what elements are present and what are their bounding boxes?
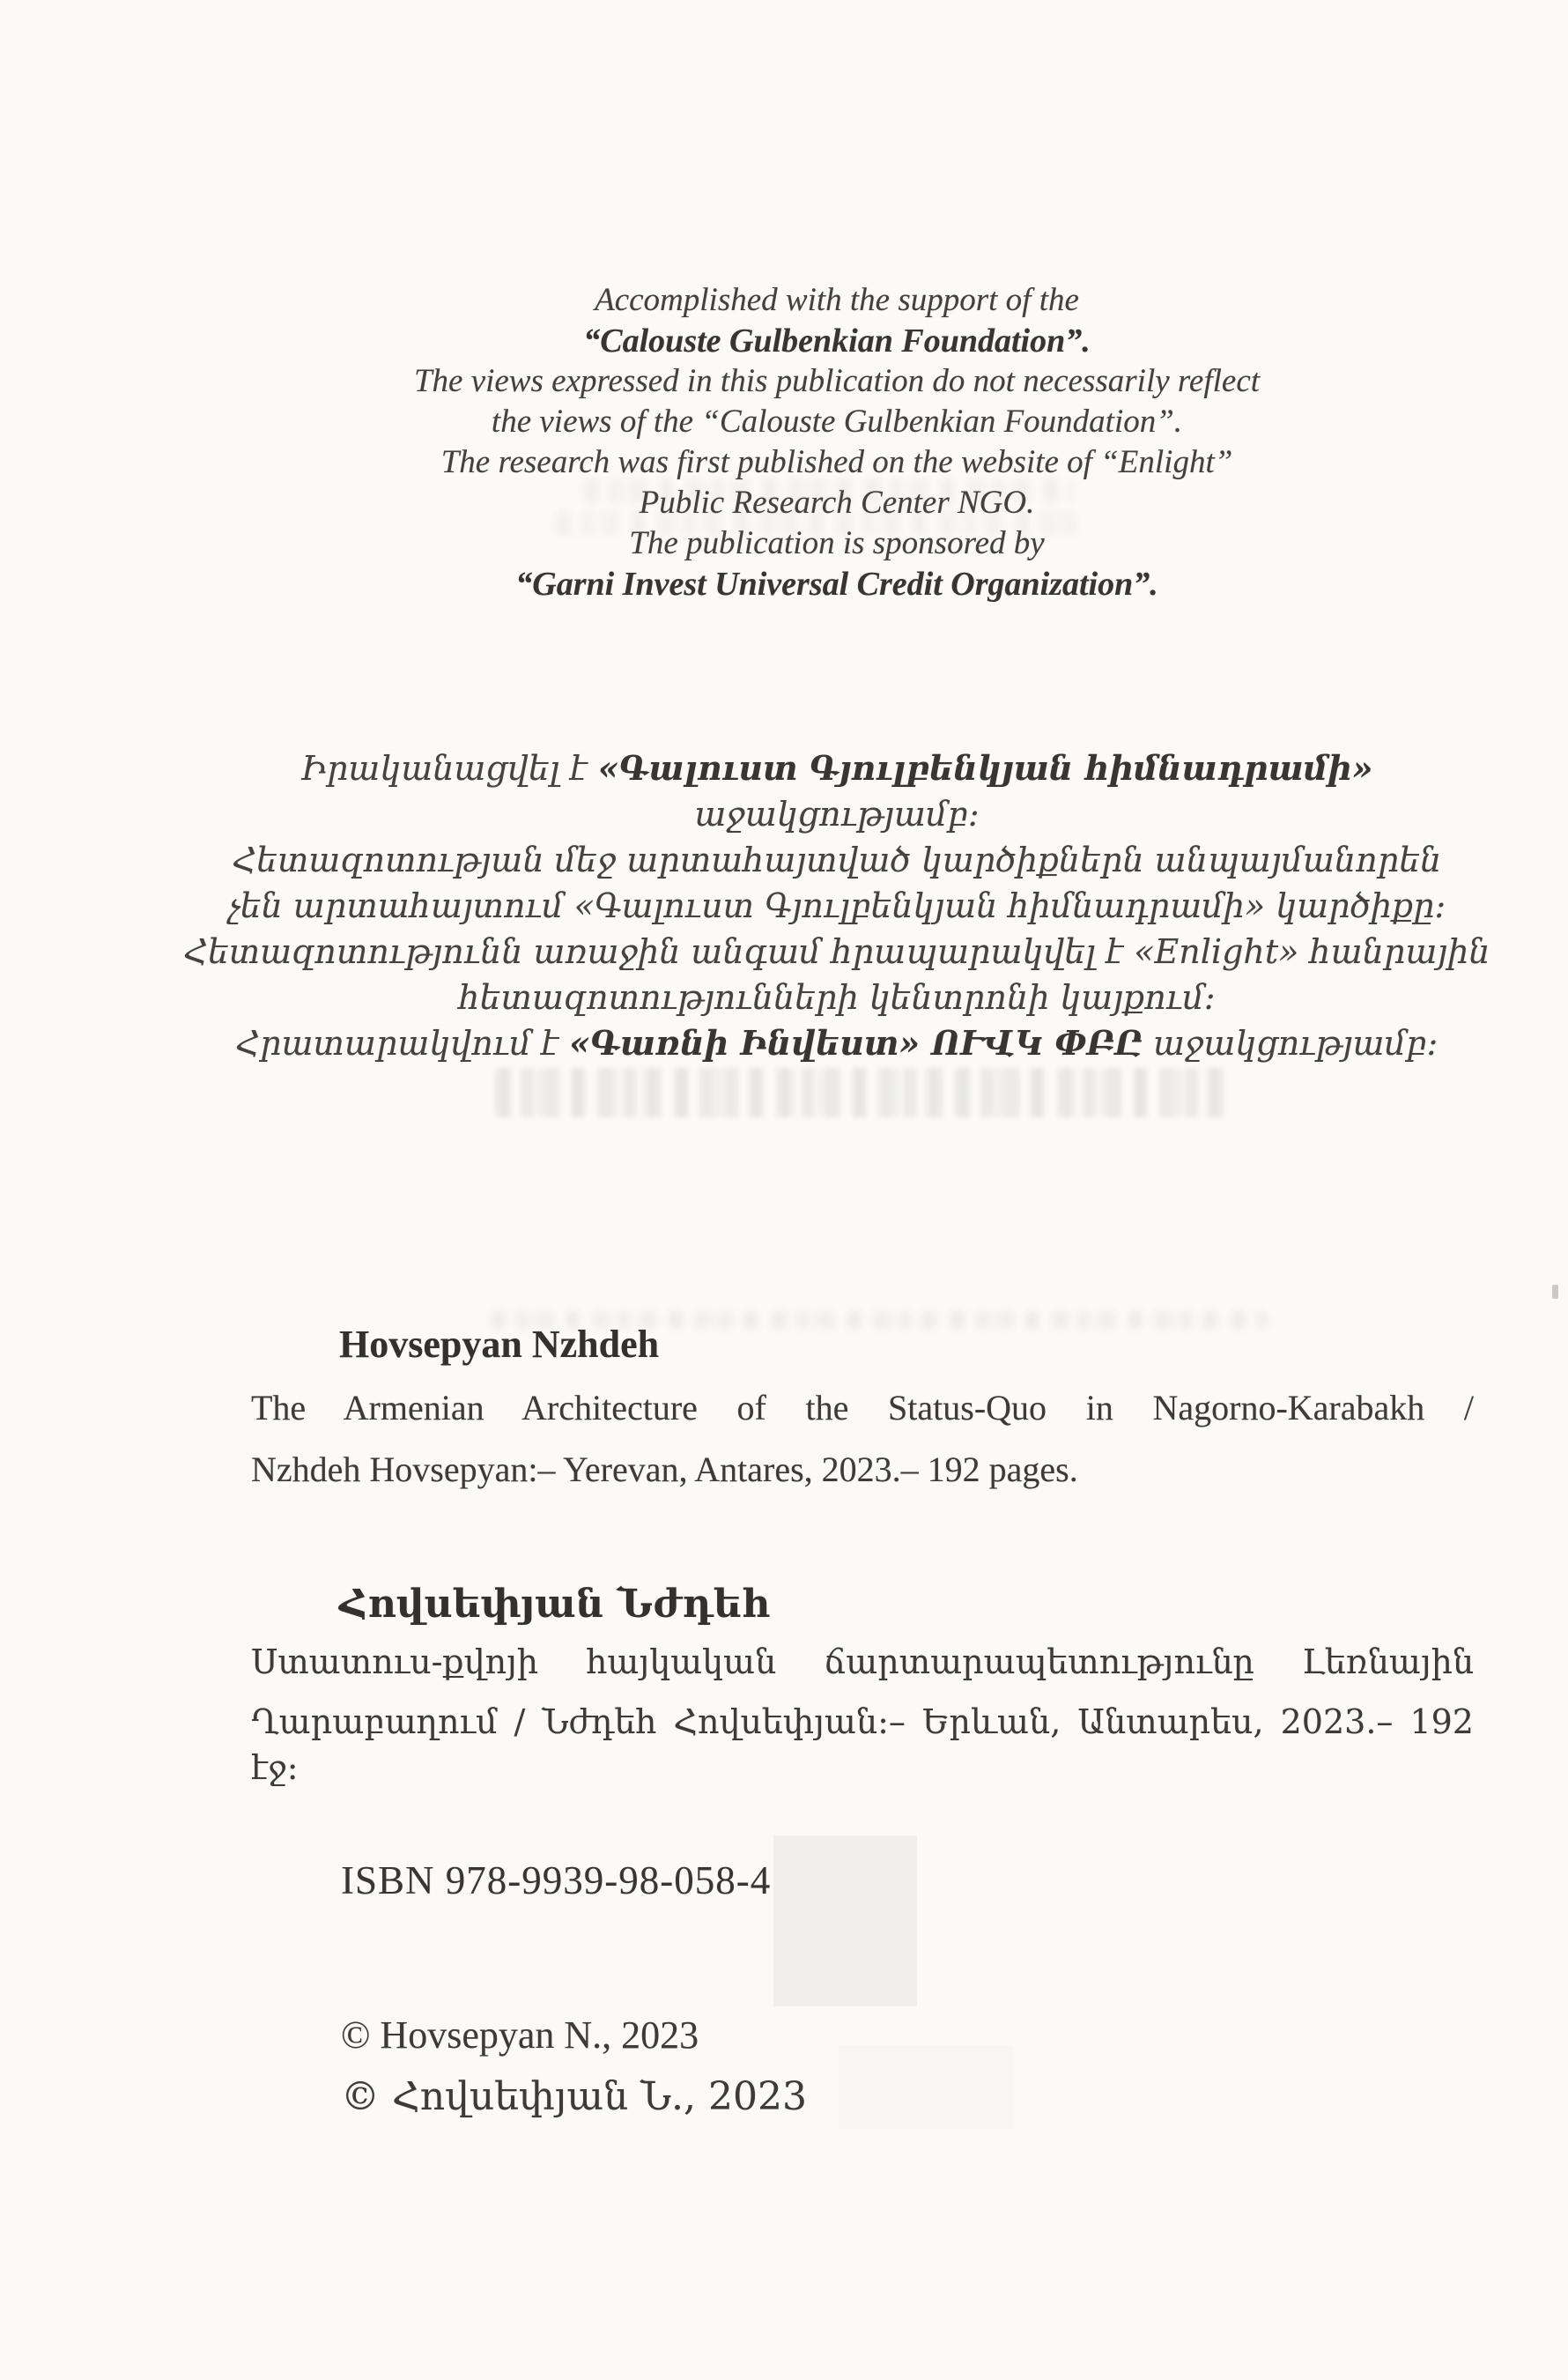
copyright-line-hy: © Հովսեփյան Ն., 2023 <box>341 2074 807 2119</box>
scan-edge-mark <box>1552 1285 1558 1299</box>
note-text: աջակցությամբ: <box>1142 1024 1439 1063</box>
catalog-title-line-en: The Armenian Architecture of the Status-Quo in Nagorno-Karabakh / <box>251 1388 1474 1427</box>
catalog-title-line-hy: Ստատուս-քվոյի հայկական ճարտարապետությունը Լեռնային <box>251 1642 1474 1681</box>
scan-shadow <box>773 1835 917 2006</box>
isbn-text: ISBN 978-9939-98-058-4 <box>341 1858 772 1902</box>
note-line: չեն արտահայտում «Գալուստ Գյուլբենկյան հիմնադրամի» կարծիքը: <box>227 886 1446 925</box>
bleedthrough-artifact <box>495 1068 1230 1117</box>
support-line: the views of the “Calouste Gulbenkian Foundation”. <box>491 404 1183 440</box>
copyright-line-en: © Hovsepyan N., 2023 <box>341 2013 699 2057</box>
foundation-name-bold: «Գալուստ Գյուլբենկյան հիմնադրամի» <box>597 748 1373 788</box>
note-line: Հետազոտության մեջ արտահայտված կարծիքներն անպայմանորեն <box>232 841 1442 879</box>
author-name-hy: Հովսեփյան Նժդեհ <box>339 1582 771 1627</box>
catalog-imprint-line-en: Nzhdeh Hovsepyan:– Yerevan, Antares, 2023.– 192 pages. <box>251 1450 1078 1489</box>
scan-shadow <box>839 2046 1013 2129</box>
note-text: աջակցությամբ: <box>694 795 980 834</box>
support-line: Accomplished with the support of the <box>595 282 1079 318</box>
support-note <box>167 280 1506 604</box>
note-text: Հրատարակվում է <box>235 1024 570 1063</box>
note-text: Իրականացվել է <box>300 749 598 788</box>
note-line: Հետազոտությունն առաջին անգամ հրապարակվել է «Enlight» հանրային <box>183 932 1490 971</box>
support-line: The research was first published on the website of “Enlight” <box>440 444 1233 480</box>
support-line: Public Research Center NGO. <box>639 485 1035 521</box>
sponsor-name-bold: «Գառնի Ինվեստ» ՈՒՎԿ ՓԲԸ <box>569 1023 1143 1063</box>
support-line: The views expressed in this publication do not necessarily reflect <box>413 363 1261 399</box>
note-line <box>167 745 1506 837</box>
support-sponsor-name: “Garni Invest Universal Credit Organization”. <box>515 566 1158 603</box>
support-foundation-name: “Calouste Gulbenkian Foundation”. <box>583 323 1091 360</box>
support-line: The publication is sponsored by <box>629 525 1045 561</box>
note-line <box>167 1020 1506 1066</box>
note-line: հետազոտությունների կենտրոնի կայքում: <box>458 978 1216 1017</box>
catalog-imprint-line-hy: Ղարաբաղում / Նժդեհ Հովսեփյան:– Երևան, Անտարես, 2023.– 192 էջ: <box>251 1702 1474 1787</box>
armenian-funding-note <box>167 745 1506 1066</box>
author-name-en: Hovsepyan Nzhdeh <box>339 1323 660 1366</box>
